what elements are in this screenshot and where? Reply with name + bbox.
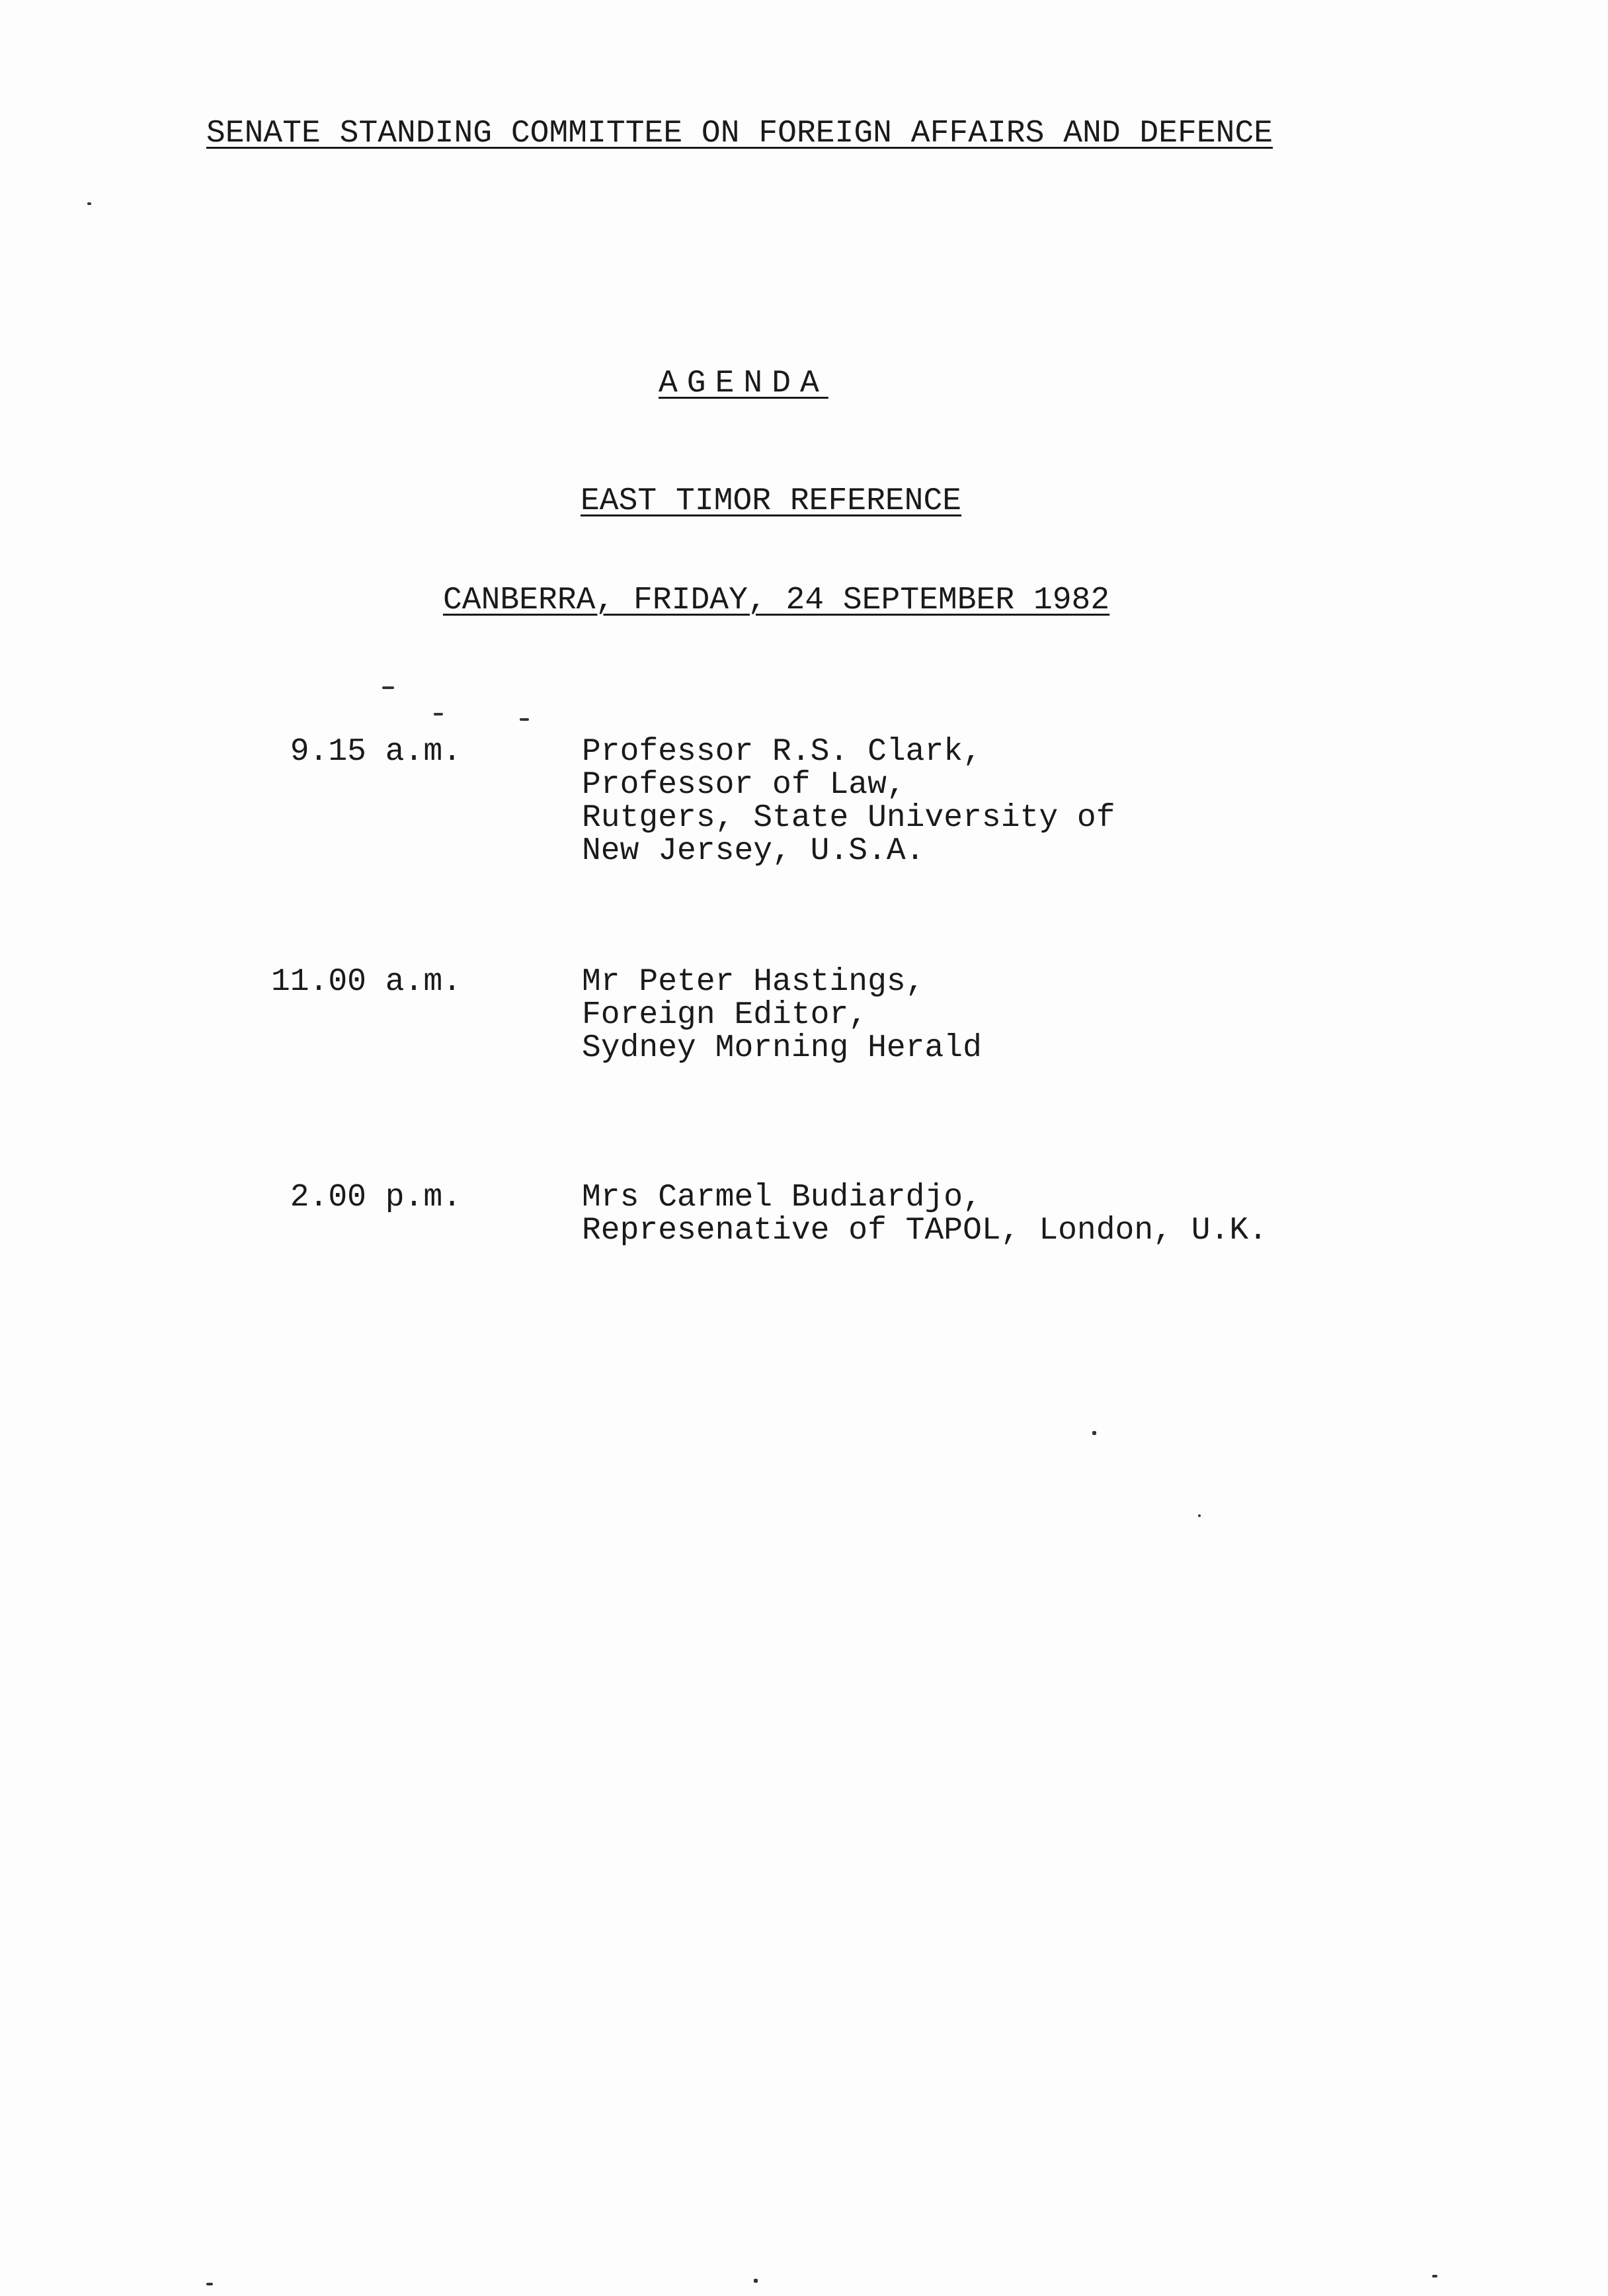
scan-speck bbox=[1432, 2275, 1437, 2277]
scan-speck bbox=[206, 2283, 213, 2285]
entry-line: Mr Peter Hastings, bbox=[582, 964, 925, 1000]
schedule-entry bbox=[582, 735, 1115, 868]
schedule-entry bbox=[582, 1181, 1267, 1247]
entry-line: Sydney Morning Herald bbox=[582, 1030, 982, 1066]
entry-line: Professor of Law, bbox=[582, 767, 906, 803]
date-location-line: CANBERRA, FRIDAY, 24 SEPTEMBER 1982 bbox=[443, 583, 1110, 618]
entry-line: Foreign Editor, bbox=[582, 997, 868, 1033]
scan-speck bbox=[1092, 1431, 1096, 1435]
scan-speck bbox=[87, 202, 91, 205]
entry-line: Mrs Carmel Budiardjo, bbox=[582, 1180, 982, 1215]
scan-speck bbox=[754, 2279, 758, 2283]
schedule-entry bbox=[582, 965, 982, 1065]
agenda-title: AGENDA bbox=[659, 366, 828, 401]
entry-line: Professor R.S. Clark, bbox=[582, 734, 982, 770]
entry-line: Represenative of TAPOL, London, U.K. bbox=[582, 1213, 1267, 1249]
scan-speck bbox=[382, 686, 394, 689]
schedule-time: 2.00 p.m. bbox=[290, 1180, 462, 1215]
scan-speck bbox=[1198, 1514, 1201, 1517]
entry-line: New Jersey, U.S.A. bbox=[582, 833, 925, 869]
scan-speck bbox=[520, 718, 529, 721]
scan-speck bbox=[434, 713, 443, 716]
reference-title: EAST TIMOR REFERENCE bbox=[581, 483, 962, 519]
schedule-time: 11.00 a.m. bbox=[270, 964, 462, 1000]
entry-line: Rutgers, State University of bbox=[582, 800, 1115, 836]
schedule-time: 9.15 a.m. bbox=[290, 734, 462, 770]
committee-heading: SENATE STANDING COMMITTEE ON FOREIGN AFFAIRS AND DEFENCE bbox=[206, 116, 1273, 151]
